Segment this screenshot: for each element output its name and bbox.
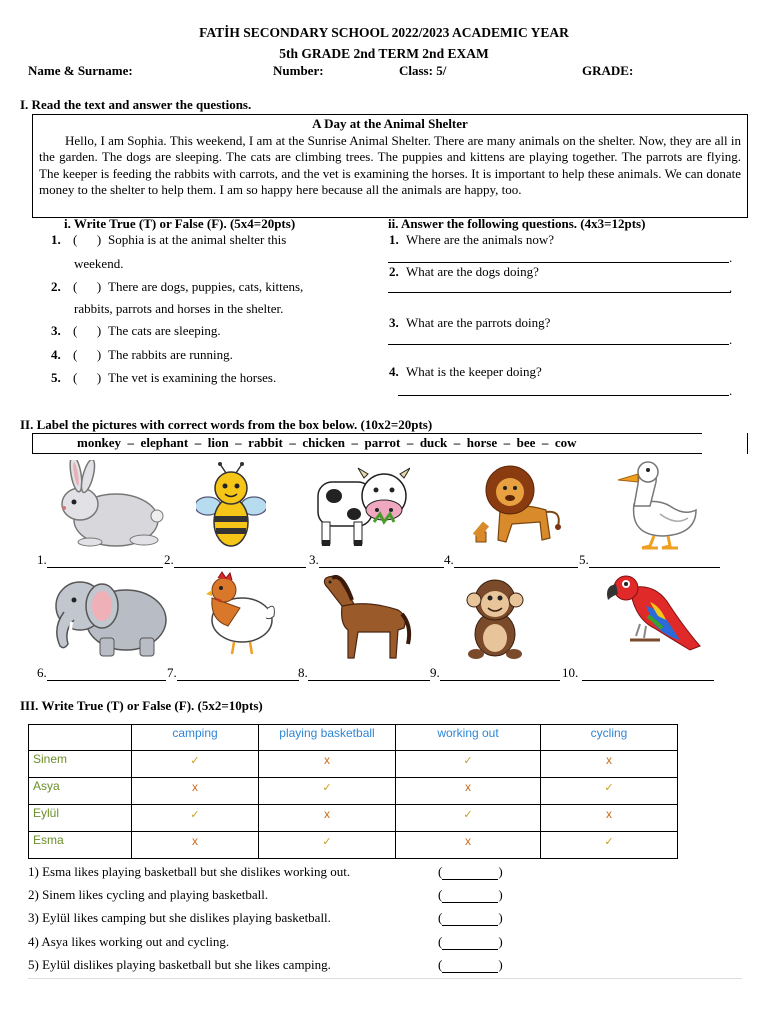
check-mark: ✓	[322, 836, 332, 848]
answer-blank-3[interactable]: ( )	[438, 910, 503, 925]
row-name: Eylül	[29, 805, 132, 832]
check-mark: ✓	[604, 782, 614, 794]
part-i-heading: i. Write True (T) or False (F). (5x4=20pts)	[64, 216, 296, 231]
question-1: 1. Where are the animals now?	[389, 232, 554, 247]
parrot-icon	[600, 566, 704, 662]
statement-4: 4) Asya likes working out and cycling.	[28, 934, 230, 949]
tf-answer-blank[interactable]: ( )	[73, 323, 102, 338]
passage-body: Hello, I am Sophia. This weekend, I am at the Sunrise Animal Shelter. There are many animals on the shelter. Now, they are all in the garden. The dogs are sleeping. The cats are climbing trees. The puppies and kittens are playing together. The parrots are flying. The keeper is feeding the rabbits with carrots, and the vet is examining the horses. It is important to help these animals. We can donate money to the shelter to help them. I am so happy here because all the animals are happy, too.	[39, 132, 741, 198]
check-mark: ✓	[322, 782, 332, 794]
question-3: 3. What are the parrots doing?	[389, 315, 551, 330]
part-ii-heading: ii. Answer the following questions. (4x3=12pts)	[388, 216, 646, 231]
statement-2: 2) Sinem likes cycling and playing basketball.	[28, 887, 269, 902]
answer-line-3[interactable]	[388, 344, 729, 345]
school-title: FATİH SECONDARY SCHOOL 2022/2023 ACADEMIC YEAR	[199, 25, 569, 40]
answer-blank-1[interactable]: ( )	[438, 864, 503, 879]
tf-item-2: 2. ( ) There are dogs, puppies, cats, kittens, rabbits, parrots and horses in the shelter.	[51, 279, 304, 316]
label-blank-9[interactable]: 9.	[430, 665, 560, 681]
cross-mark: x	[606, 807, 612, 821]
label-blank-1[interactable]: 1.	[37, 552, 163, 568]
table-header-row	[29, 725, 678, 751]
word-list: monkey – elephant – lion – rabbit – chicken – parrot – duck – horse – bee – cow	[77, 435, 577, 450]
cross-mark: x	[192, 834, 198, 848]
activities-table	[28, 724, 678, 859]
answer-line-4[interactable]	[398, 395, 729, 396]
table-row	[29, 805, 678, 832]
section-3-heading: III. Write True (T) or False (F). (5x2=10pts)	[20, 698, 263, 713]
label-blank-5[interactable]: 5.	[579, 552, 720, 568]
row-name: Sinem	[29, 751, 132, 778]
number-label: Number:	[273, 63, 324, 78]
reading-passage	[32, 114, 748, 218]
table-row	[29, 778, 678, 805]
footer-divider	[28, 978, 742, 979]
label-blank-6[interactable]: 6.	[37, 665, 166, 681]
cross-mark: x	[465, 834, 471, 848]
statement-5: 5) Eylül dislikes playing basketball but she likes camping.	[28, 957, 331, 972]
duck-icon	[600, 456, 700, 550]
tf-answer-blank[interactable]: ( )	[73, 370, 102, 385]
answer-blank-2[interactable]: ( )	[438, 887, 503, 902]
horse-icon	[318, 570, 412, 662]
table-row	[29, 832, 678, 859]
row-name: Esma	[29, 832, 132, 859]
statement-3: 3) Eylül likes camping but she dislikes playing basketball.	[28, 910, 331, 925]
column-header: working out	[396, 725, 541, 751]
label-blank-3[interactable]: 3.	[309, 552, 444, 568]
answer-line-1[interactable]	[388, 262, 729, 263]
column-header: playing basketball	[259, 725, 396, 751]
tf-answer-blank[interactable]: ( )	[73, 279, 102, 294]
lion-icon	[470, 460, 562, 550]
word-box	[32, 433, 748, 454]
tf-item-1: 1. ( ) Sophia is at the animal shelter this weekend.	[51, 232, 287, 271]
cross-mark: x	[465, 780, 471, 794]
exam-title: 5th GRADE 2nd TERM 2nd EXAM	[279, 46, 489, 61]
column-header: camping	[132, 725, 259, 751]
chicken-icon	[204, 568, 276, 658]
tf-item-4: 4. ( ) The rabbits are running.	[51, 347, 233, 362]
cross-mark: x	[192, 780, 198, 794]
label-blank-2[interactable]: 2.	[164, 552, 306, 568]
bee-icon	[196, 462, 266, 550]
tf-answer-blank[interactable]: ( )	[73, 347, 102, 362]
tf-answer-blank[interactable]: ( )	[73, 232, 102, 247]
passage-title: A Day at the Animal Shelter	[312, 116, 468, 131]
check-mark: ✓	[604, 836, 614, 848]
tf-item-3: 3. ( ) The cats are sleeping.	[51, 323, 221, 338]
question-2: 2. What are the dogs doing?	[389, 264, 539, 279]
section-2-heading: II. Label the pictures with correct words from the box below. (10x2=20pts)	[20, 417, 433, 432]
question-4: 4. What is the keeper doing?	[389, 364, 542, 379]
grade-label: GRADE:	[582, 63, 634, 78]
rabbit-icon	[44, 460, 164, 550]
name-surname-label: Name & Surname:	[28, 63, 133, 78]
row-name: Asya	[29, 778, 132, 805]
cow-icon	[314, 460, 410, 550]
label-blank-7[interactable]: 7.	[167, 665, 299, 681]
column-header: cycling	[541, 725, 678, 751]
statement-1: 1) Esma likes playing basketball but she dislikes working out.	[28, 864, 351, 879]
table-row	[29, 751, 678, 778]
label-blank-10[interactable]: 10.	[562, 665, 714, 681]
cross-mark: x	[324, 807, 330, 821]
class-label: Class: 5/	[399, 63, 447, 78]
label-blank-4[interactable]: 4.	[444, 552, 578, 568]
elephant-icon	[46, 572, 170, 660]
answer-blank-4[interactable]: ( )	[438, 934, 503, 949]
check-mark: ✓	[463, 755, 473, 767]
label-blank-8[interactable]: 8.	[298, 665, 430, 681]
check-mark: ✓	[190, 755, 200, 767]
answer-blank-5[interactable]: ( )	[438, 957, 503, 972]
cross-mark: x	[324, 753, 330, 767]
answer-line-2[interactable]	[388, 292, 731, 293]
tf-item-5: 5. ( ) The vet is examining the horses.	[51, 370, 277, 385]
section-1-heading: I. Read the text and answer the questions.	[20, 97, 252, 112]
monkey-icon	[460, 574, 530, 662]
check-mark: ✓	[190, 809, 200, 821]
cross-mark: x	[606, 753, 612, 767]
check-mark: ✓	[463, 809, 473, 821]
